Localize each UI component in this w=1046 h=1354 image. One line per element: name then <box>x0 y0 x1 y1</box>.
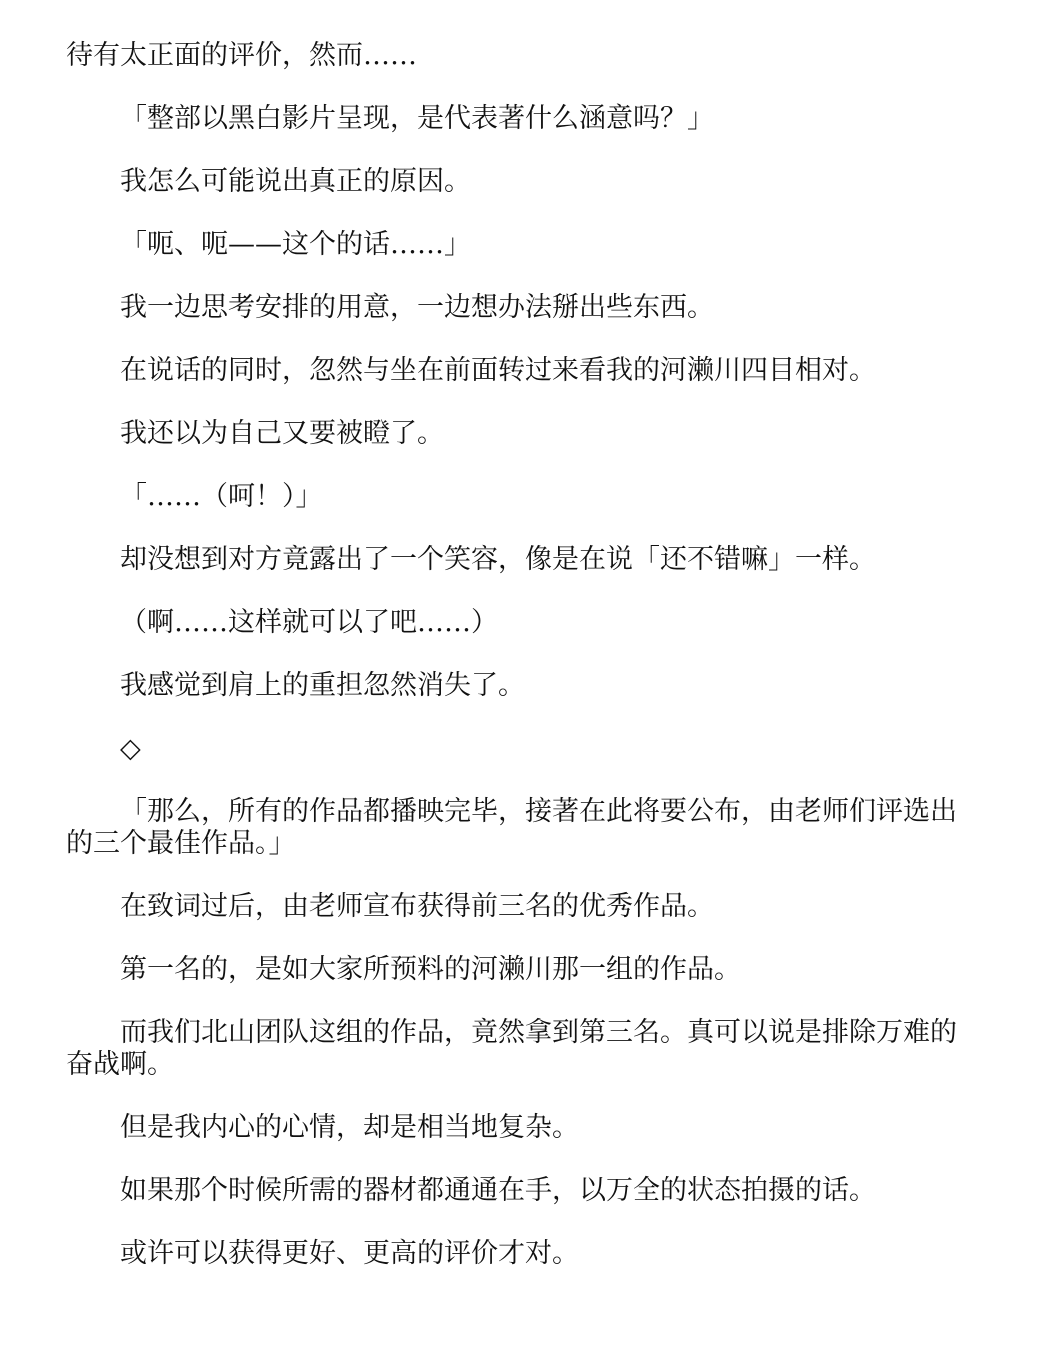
paragraph: 「整部以黑白影片呈现，是代表著什么涵意吗？」 <box>120 103 714 134</box>
paragraph: 我感觉到肩上的重担忽然消失了。 <box>120 670 525 701</box>
paragraph: 我一边思考安排的用意，一边想办法掰出些东西。 <box>120 292 714 323</box>
paragraph: （啊……这样就可以了吧……） <box>120 607 498 638</box>
document-body <box>66 40 976 1301</box>
paragraph: 「……（呵！）」 <box>120 481 323 512</box>
paragraph: 却没想到对方竟露出了一个笑容，像是在说「还不错嘛」一样。 <box>120 544 876 575</box>
paragraph: 我还以为自己又要被瞪了。 <box>120 418 444 449</box>
paragraph: 或许可以获得更好、更高的评价才对。 <box>120 1238 579 1269</box>
paragraph: 而我们北山团队这组的作品，竟然拿到第三名。真可以说是排除万难的奋战啊。 <box>66 1017 957 1080</box>
section-break-diamond: ◇ <box>120 733 141 764</box>
paragraph: 在致词过后，由老师宣布获得前三名的优秀作品。 <box>120 891 714 922</box>
paragraph: 「呃、呃——这个的话……」 <box>120 229 471 260</box>
paragraph: 「那么，所有的作品都播映完毕，接著在此将要公布，由老师们评选出的三个最佳作品。」 <box>66 796 957 859</box>
paragraph: 但是我内心的心情，却是相当地复杂。 <box>120 1112 579 1143</box>
paragraph: 第一名的，是如大家所预料的河濑川那一组的作品。 <box>120 954 741 985</box>
paragraph: 在说话的同时，忽然与坐在前面转过来看我的河濑川四目相对。 <box>120 355 876 386</box>
paragraph: 我怎么可能说出真正的原因。 <box>120 166 471 197</box>
paragraph: 如果那个时候所需的器材都通通在手，以万全的状态拍摄的话。 <box>120 1175 876 1206</box>
paragraph-continuation: 待有太正面的评价，然而…… <box>66 40 417 71</box>
